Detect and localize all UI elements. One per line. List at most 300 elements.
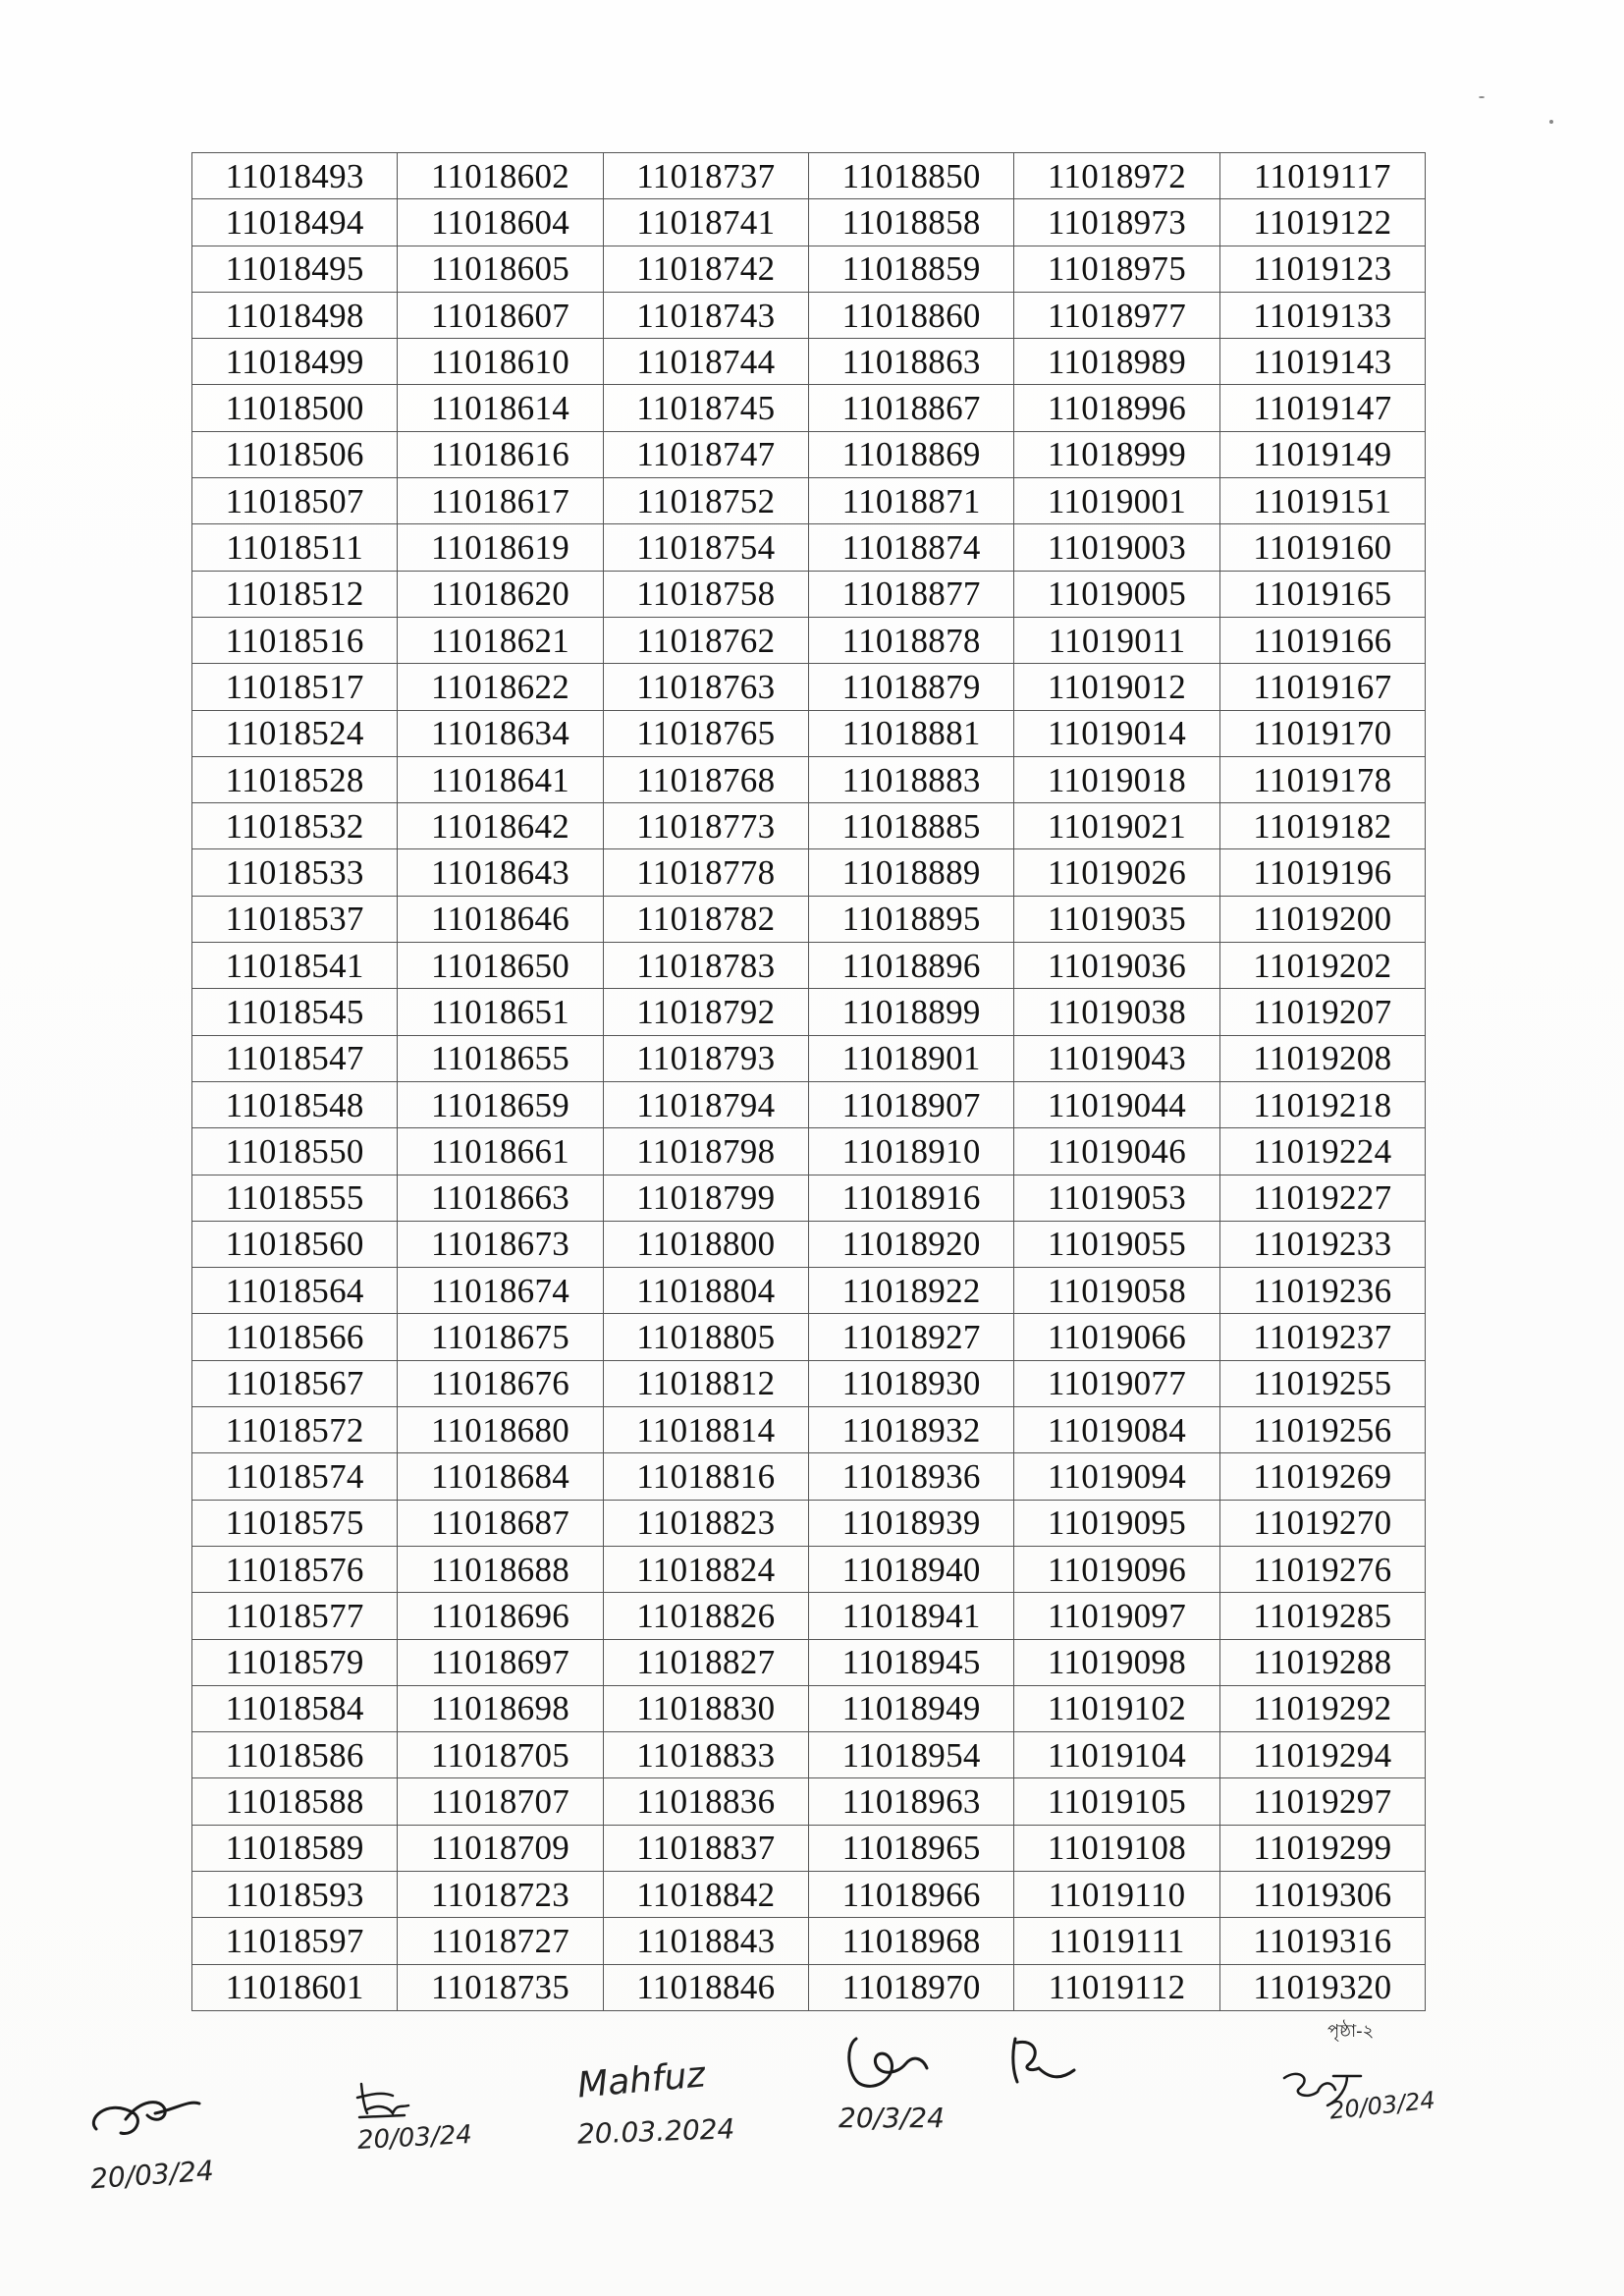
roll-number-cell: 11019077 — [1014, 1360, 1219, 1406]
roll-number-cell: 11018604 — [398, 199, 603, 246]
roll-number-cell: 11019151 — [1219, 478, 1425, 524]
roll-number-cell: 11019055 — [1014, 1221, 1219, 1267]
roll-number-cell: 11019285 — [1219, 1593, 1425, 1639]
roll-number-cell: 11019207 — [1219, 989, 1425, 1035]
table-row — [192, 756, 1426, 802]
roll-number-cell: 11019108 — [1014, 1825, 1219, 1871]
roll-number-cell: 11018945 — [808, 1639, 1013, 1685]
table-row — [192, 710, 1426, 756]
roll-number-cell: 11018883 — [808, 756, 1013, 802]
table-row — [192, 1918, 1426, 1964]
roll-table-body — [192, 153, 1426, 2011]
roll-number-cell: 11019026 — [1014, 849, 1219, 896]
roll-number-cell: 11018588 — [192, 1778, 398, 1825]
roll-number-cell: 11018610 — [398, 339, 603, 385]
roll-number-cell: 11018895 — [808, 896, 1013, 942]
roll-number-cell: 11018499 — [192, 339, 398, 385]
roll-number-cell: 11018548 — [192, 1081, 398, 1127]
roll-number-cell: 11018524 — [192, 710, 398, 756]
roll-number-cell: 11018941 — [808, 1593, 1013, 1639]
roll-number-cell: 11018574 — [192, 1453, 398, 1500]
signature-6-date: 20/03/24 — [1327, 2086, 1436, 2125]
table-row — [192, 1964, 1426, 2010]
roll-number-cell: 11019147 — [1219, 385, 1425, 431]
roll-number-cell: 11019320 — [1219, 1964, 1425, 2010]
roll-number-cell: 11019001 — [1014, 478, 1219, 524]
roll-number-cell: 11019133 — [1219, 292, 1425, 338]
roll-number-cell: 11019038 — [1014, 989, 1219, 1035]
roll-number-cell: 11018616 — [398, 431, 603, 477]
table-row — [192, 1871, 1426, 1917]
roll-number-cell: 11019178 — [1219, 756, 1425, 802]
roll-number-cell: 11018676 — [398, 1360, 603, 1406]
roll-number-cell: 11018651 — [398, 989, 603, 1035]
roll-number-cell: 11018584 — [192, 1685, 398, 1731]
roll-number-cell: 11019167 — [1219, 664, 1425, 710]
roll-number-cell: 11018673 — [398, 1221, 603, 1267]
roll-number-cell: 11018858 — [808, 199, 1013, 246]
roll-number-cell: 11018949 — [808, 1685, 1013, 1731]
roll-number-cell: 11018641 — [398, 756, 603, 802]
signature-4-date: 20/3/24 — [839, 2102, 945, 2134]
roll-number-cell: 11018850 — [808, 153, 1013, 199]
roll-number-cell: 11018528 — [192, 756, 398, 802]
roll-number-cell: 11019122 — [1219, 199, 1425, 246]
roll-number-cell: 11019149 — [1219, 431, 1425, 477]
roll-number-cell: 11019110 — [1014, 1871, 1219, 1917]
roll-number-cell: 11018972 — [1014, 153, 1219, 199]
roll-number-cell: 11018965 — [808, 1825, 1013, 1871]
roll-number-cell: 11018867 — [808, 385, 1013, 431]
page-number: পৃষ্ঠা-২ — [1327, 2021, 1375, 2042]
signature-4-mark — [837, 2029, 935, 2098]
roll-number-cell: 11019084 — [1014, 1407, 1219, 1453]
table-row — [192, 246, 1426, 292]
roll-number-cell: 11018567 — [192, 1360, 398, 1406]
roll-number-cell: 11018936 — [808, 1453, 1013, 1500]
roll-number-cell: 11018517 — [192, 664, 398, 710]
roll-number-cell: 11018804 — [603, 1268, 808, 1314]
roll-number-cell: 11018622 — [398, 664, 603, 710]
roll-number-cell: 11018920 — [808, 1221, 1013, 1267]
roll-number-cell: 11018778 — [603, 849, 808, 896]
roll-number-cell: 11018836 — [603, 1778, 808, 1825]
table-row — [192, 1825, 1426, 1871]
roll-number-cell: 11018723 — [398, 1871, 603, 1917]
roll-number-cell: 11018916 — [808, 1175, 1013, 1221]
roll-number-cell: 11018901 — [808, 1035, 1013, 1081]
roll-number-cell: 11018879 — [808, 664, 1013, 710]
table-row — [192, 1732, 1426, 1778]
roll-number-cell: 11019011 — [1014, 617, 1219, 663]
roll-number-cell: 11018674 — [398, 1268, 603, 1314]
roll-number-cell: 11018537 — [192, 896, 398, 942]
roll-number-cell: 11018999 — [1014, 431, 1219, 477]
roll-number-cell: 11018800 — [603, 1221, 808, 1267]
signature-3-name: Mahfuz — [575, 2054, 707, 2106]
roll-number-cell: 11018566 — [192, 1314, 398, 1360]
roll-number-cell: 11018655 — [398, 1035, 603, 1081]
signature-1-date: 20/03/24 — [89, 2154, 215, 2196]
roll-number-cell: 11018533 — [192, 849, 398, 896]
roll-number-cell: 11019095 — [1014, 1500, 1219, 1546]
roll-number-cell: 11018843 — [603, 1918, 808, 1964]
roll-number-cell: 11019036 — [1014, 943, 1219, 989]
roll-number-cell: 11018621 — [398, 617, 603, 663]
roll-number-cell: 11019233 — [1219, 1221, 1425, 1267]
roll-number-cell: 11018494 — [192, 199, 398, 246]
roll-number-cell: 11019227 — [1219, 1175, 1425, 1221]
table-row — [192, 1221, 1426, 1267]
roll-number-cell: 11018859 — [808, 246, 1013, 292]
table-row — [192, 664, 1426, 710]
roll-number-cell: 11018860 — [808, 292, 1013, 338]
roll-number-cell: 11018922 — [808, 1268, 1013, 1314]
table-row — [192, 1128, 1426, 1175]
roll-number-cell: 11018833 — [603, 1732, 808, 1778]
roll-number-cell: 11018572 — [192, 1407, 398, 1453]
table-row — [192, 524, 1426, 571]
roll-number-cell: 11018560 — [192, 1221, 398, 1267]
table-row — [192, 1685, 1426, 1731]
roll-number-cell: 11019003 — [1014, 524, 1219, 571]
roll-number-cell: 11019111 — [1014, 1918, 1219, 1964]
table-row — [192, 1035, 1426, 1081]
roll-number-cell: 11018634 — [398, 710, 603, 756]
roll-number-cell: 11018687 — [398, 1500, 603, 1546]
roll-number-cell: 11018532 — [192, 803, 398, 849]
table-row — [192, 1546, 1426, 1592]
roll-number-cell: 11018605 — [398, 246, 603, 292]
roll-number-cell: 11018601 — [192, 1964, 398, 2010]
roll-number-cell: 11018744 — [603, 339, 808, 385]
table-row — [192, 1360, 1426, 1406]
roll-number-cell: 11018794 — [603, 1081, 808, 1127]
roll-number-cell: 11018783 — [603, 943, 808, 989]
roll-number-cell: 11019112 — [1014, 1964, 1219, 2010]
roll-number-cell: 11018869 — [808, 431, 1013, 477]
table-row — [192, 478, 1426, 524]
roll-number-cell: 11018910 — [808, 1128, 1013, 1175]
roll-number-cell: 11019044 — [1014, 1081, 1219, 1127]
roll-number-cell: 11019196 — [1219, 849, 1425, 896]
roll-number-cell: 11018597 — [192, 1918, 398, 1964]
roll-number-cell: 11018954 — [808, 1732, 1013, 1778]
table-row — [192, 989, 1426, 1035]
signature-2-mark — [353, 2074, 412, 2123]
roll-number-cell: 11018696 — [398, 1593, 603, 1639]
roll-number-cell: 11019269 — [1219, 1453, 1425, 1500]
roll-number-cell: 11018607 — [398, 292, 603, 338]
roll-number-cell: 11018837 — [603, 1825, 808, 1871]
roll-number-cell: 11018493 — [192, 153, 398, 199]
signature-5-mark — [1001, 2033, 1080, 2092]
roll-number-cell: 11019160 — [1219, 524, 1425, 571]
roll-number-cell: 11019123 — [1219, 246, 1425, 292]
roll-number-cell: 11018550 — [192, 1128, 398, 1175]
roll-number-cell: 11018745 — [603, 385, 808, 431]
roll-number-cell: 11018555 — [192, 1175, 398, 1221]
roll-number-cell: 11018577 — [192, 1593, 398, 1639]
table-row — [192, 849, 1426, 896]
roll-number-cell: 11018758 — [603, 571, 808, 617]
roll-number-cell: 11019117 — [1219, 153, 1425, 199]
roll-number-cell: 11019294 — [1219, 1732, 1425, 1778]
roll-number-cell: 11018743 — [603, 292, 808, 338]
roll-number-cell: 11018541 — [192, 943, 398, 989]
roll-number-cell: 11019166 — [1219, 617, 1425, 663]
roll-number-cell: 11019097 — [1014, 1593, 1219, 1639]
roll-number-cell: 11019094 — [1014, 1453, 1219, 1500]
roll-number-cell: 11018877 — [808, 571, 1013, 617]
roll-number-cell: 11018827 — [603, 1639, 808, 1685]
roll-number-cell: 11019306 — [1219, 1871, 1425, 1917]
table-row — [192, 1407, 1426, 1453]
roll-number-cell: 11018816 — [603, 1453, 808, 1500]
roll-number-cell: 11018650 — [398, 943, 603, 989]
roll-number-cell: 11019236 — [1219, 1268, 1425, 1314]
roll-number-cell: 11019046 — [1014, 1128, 1219, 1175]
roll-number-cell: 11018812 — [603, 1360, 808, 1406]
roll-number-cell: 11019066 — [1014, 1314, 1219, 1360]
roll-number-cell: 11018516 — [192, 617, 398, 663]
roll-number-cell: 11018619 — [398, 524, 603, 571]
roll-number-cell: 11019035 — [1014, 896, 1219, 942]
roll-number-cell: 11018602 — [398, 153, 603, 199]
table-row — [192, 431, 1426, 477]
roll-number-cell: 11019058 — [1014, 1268, 1219, 1314]
roll-number-cell: 11018547 — [192, 1035, 398, 1081]
roll-number-cell: 11019218 — [1219, 1081, 1425, 1127]
roll-number-cell: 11018871 — [808, 478, 1013, 524]
roll-number-cell: 11019014 — [1014, 710, 1219, 756]
roll-number-cell: 11018932 — [808, 1407, 1013, 1453]
roll-number-cell: 11018735 — [398, 1964, 603, 2010]
roll-number-cell: 11018564 — [192, 1268, 398, 1314]
roll-number-cell: 11019098 — [1014, 1639, 1219, 1685]
roll-number-cell: 11018741 — [603, 199, 808, 246]
roll-number-cell: 11018643 — [398, 849, 603, 896]
table-row — [192, 153, 1426, 199]
roll-number-cell: 11018973 — [1014, 199, 1219, 246]
roll-number-cell: 11019005 — [1014, 571, 1219, 617]
roll-number-cell: 11018966 — [808, 1871, 1013, 1917]
table-row — [192, 617, 1426, 663]
roll-number-cell: 11019255 — [1219, 1360, 1425, 1406]
signature-2-date: 20/03/24 — [356, 2119, 473, 2157]
roll-number-cell: 11019021 — [1014, 803, 1219, 849]
table-row — [192, 571, 1426, 617]
table-row — [192, 896, 1426, 942]
roll-number-cell: 11018661 — [398, 1128, 603, 1175]
roll-number-cell: 11019276 — [1219, 1546, 1425, 1592]
table-row — [192, 339, 1426, 385]
roll-number-cell: 11018805 — [603, 1314, 808, 1360]
roll-number-cell: 11019182 — [1219, 803, 1425, 849]
roll-number-cell: 11018642 — [398, 803, 603, 849]
roll-number-cell: 11018773 — [603, 803, 808, 849]
roll-number-cell: 11019053 — [1014, 1175, 1219, 1221]
roll-number-cell: 11019292 — [1219, 1685, 1425, 1731]
roll-number-cell: 11019202 — [1219, 943, 1425, 989]
roll-number-cell: 11018907 — [808, 1081, 1013, 1127]
roll-number-cell: 11019208 — [1219, 1035, 1425, 1081]
roll-number-cell: 11018782 — [603, 896, 808, 942]
table-row — [192, 943, 1426, 989]
roll-number-cell: 11018863 — [808, 339, 1013, 385]
roll-number-cell: 11018709 — [398, 1825, 603, 1871]
roll-number-cell: 11019096 — [1014, 1546, 1219, 1592]
roll-number-cell: 11019256 — [1219, 1407, 1425, 1453]
roll-number-cell: 11019143 — [1219, 339, 1425, 385]
roll-number-cell: 11019012 — [1014, 664, 1219, 710]
signature-1 — [86, 2090, 215, 2196]
roll-number-cell: 11018799 — [603, 1175, 808, 1221]
roll-number-cell: 11018707 — [398, 1778, 603, 1825]
roll-number-cell: 11018989 — [1014, 339, 1219, 385]
roll-number-cell: 11018659 — [398, 1081, 603, 1127]
roll-number-cell: 11018576 — [192, 1546, 398, 1592]
roll-number-cell: 11018763 — [603, 664, 808, 710]
roll-number-cell: 11018620 — [398, 571, 603, 617]
roll-number-cell: 11018874 — [808, 524, 1013, 571]
signature-1-mark — [86, 2090, 204, 2149]
table-row — [192, 1453, 1426, 1500]
roll-number-cell: 11018963 — [808, 1778, 1013, 1825]
roll-number-cell: 11018727 — [398, 1918, 603, 1964]
roll-number-cell: 11018939 — [808, 1500, 1013, 1546]
roll-number-table — [191, 152, 1426, 2011]
roll-number-cell: 11018512 — [192, 571, 398, 617]
roll-number-cell: 11018575 — [192, 1500, 398, 1546]
table-row — [192, 292, 1426, 338]
roll-number-cell: 11018899 — [808, 989, 1013, 1035]
roll-number-cell: 11018823 — [603, 1500, 808, 1546]
roll-number-cell: 11018589 — [192, 1825, 398, 1871]
roll-number-cell: 11019043 — [1014, 1035, 1219, 1081]
table-row — [192, 1778, 1426, 1825]
roll-number-cell: 11018742 — [603, 246, 808, 292]
roll-number-cell: 11019200 — [1219, 896, 1425, 942]
roll-number-cell: 11018586 — [192, 1732, 398, 1778]
roll-number-cell: 11018698 — [398, 1685, 603, 1731]
roll-number-cell: 11018646 — [398, 896, 603, 942]
roll-number-cell: 11019316 — [1219, 1918, 1425, 1964]
roll-number-cell: 11018846 — [603, 1964, 808, 2010]
roll-number-cell: 11018968 — [808, 1918, 1013, 1964]
roll-number-cell: 11018927 — [808, 1314, 1013, 1360]
signature-6 — [1278, 2066, 1436, 2125]
roll-number-cell: 11018680 — [398, 1407, 603, 1453]
signature-3-date: 20.03.2024 — [576, 2112, 735, 2151]
roll-number-cell: 11018754 — [603, 524, 808, 571]
roll-number-cell: 11018793 — [603, 1035, 808, 1081]
roll-number-cell: 11019299 — [1219, 1825, 1425, 1871]
roll-number-cell: 11018498 — [192, 292, 398, 338]
signature-5 — [1001, 2033, 1080, 2097]
roll-number-cell: 11018737 — [603, 153, 808, 199]
roll-number-cell: 11018814 — [603, 1407, 808, 1453]
roll-number-cell: 11018697 — [398, 1639, 603, 1685]
roll-number-cell: 11019288 — [1219, 1639, 1425, 1685]
roll-number-cell: 11018752 — [603, 478, 808, 524]
roll-number-cell: 11018824 — [603, 1546, 808, 1592]
scan-speck — [1479, 96, 1485, 98]
roll-number-cell: 11018768 — [603, 756, 808, 802]
roll-number-cell: 11019224 — [1219, 1128, 1425, 1175]
roll-number-cell: 11018940 — [808, 1546, 1013, 1592]
roll-number-cell: 11018500 — [192, 385, 398, 431]
roll-number-cell: 11018826 — [603, 1593, 808, 1639]
roll-number-cell: 11018675 — [398, 1314, 603, 1360]
roll-number-cell: 11018977 — [1014, 292, 1219, 338]
signature-2 — [353, 2074, 473, 2157]
table-row — [192, 1175, 1426, 1221]
roll-number-cell: 11018798 — [603, 1128, 808, 1175]
table-row — [192, 1593, 1426, 1639]
roll-number-cell: 11018830 — [603, 1685, 808, 1731]
roll-number-cell: 11018842 — [603, 1871, 808, 1917]
roll-number-cell: 11018970 — [808, 1964, 1013, 2010]
roll-number-cell: 11018881 — [808, 710, 1013, 756]
roll-number-cell: 11018762 — [603, 617, 808, 663]
table-row — [192, 1314, 1426, 1360]
roll-number-cell: 11019105 — [1014, 1778, 1219, 1825]
roll-number-cell: 11018506 — [192, 431, 398, 477]
roll-number-cell: 11018579 — [192, 1639, 398, 1685]
roll-number-cell: 11018684 — [398, 1453, 603, 1500]
roll-number-cell: 11019297 — [1219, 1778, 1425, 1825]
signature-4 — [837, 2029, 945, 2134]
roll-number-cell: 11018545 — [192, 989, 398, 1035]
roll-number-cell: 11018792 — [603, 989, 808, 1035]
roll-number-cell: 11018747 — [603, 431, 808, 477]
roll-number-cell: 11018765 — [603, 710, 808, 756]
roll-number-cell: 11018885 — [808, 803, 1013, 849]
table-row — [192, 199, 1426, 246]
roll-number-cell: 11018507 — [192, 478, 398, 524]
roll-number-cell: 11018511 — [192, 524, 398, 571]
roll-number-cell: 11018617 — [398, 478, 603, 524]
table-row — [192, 1500, 1426, 1546]
roll-number-cell: 11019104 — [1014, 1732, 1219, 1778]
roll-number-cell: 11018663 — [398, 1175, 603, 1221]
table-row — [192, 803, 1426, 849]
roll-number-cell: 11018889 — [808, 849, 1013, 896]
scan-speck — [1549, 120, 1553, 124]
table-row — [192, 1081, 1426, 1127]
roll-number-cell: 11018975 — [1014, 246, 1219, 292]
roll-number-cell: 11018495 — [192, 246, 398, 292]
table-row — [192, 385, 1426, 431]
roll-number-cell: 11018896 — [808, 943, 1013, 989]
roll-number-cell: 11019270 — [1219, 1500, 1425, 1546]
roll-number-cell: 11018593 — [192, 1871, 398, 1917]
table-row — [192, 1639, 1426, 1685]
roll-number-cell: 11018614 — [398, 385, 603, 431]
roll-number-cell: 11019170 — [1219, 710, 1425, 756]
roll-number-cell: 11019165 — [1219, 571, 1425, 617]
roll-number-cell: 11019102 — [1014, 1685, 1219, 1731]
table-row — [192, 1268, 1426, 1314]
roll-number-cell: 11018705 — [398, 1732, 603, 1778]
roll-number-cell: 11018930 — [808, 1360, 1013, 1406]
roll-number-cell: 11019018 — [1014, 756, 1219, 802]
roll-number-cell: 11019237 — [1219, 1314, 1425, 1360]
roll-number-cell: 11018878 — [808, 617, 1013, 663]
roll-number-cell: 11018996 — [1014, 385, 1219, 431]
roll-number-cell: 11018688 — [398, 1546, 603, 1592]
